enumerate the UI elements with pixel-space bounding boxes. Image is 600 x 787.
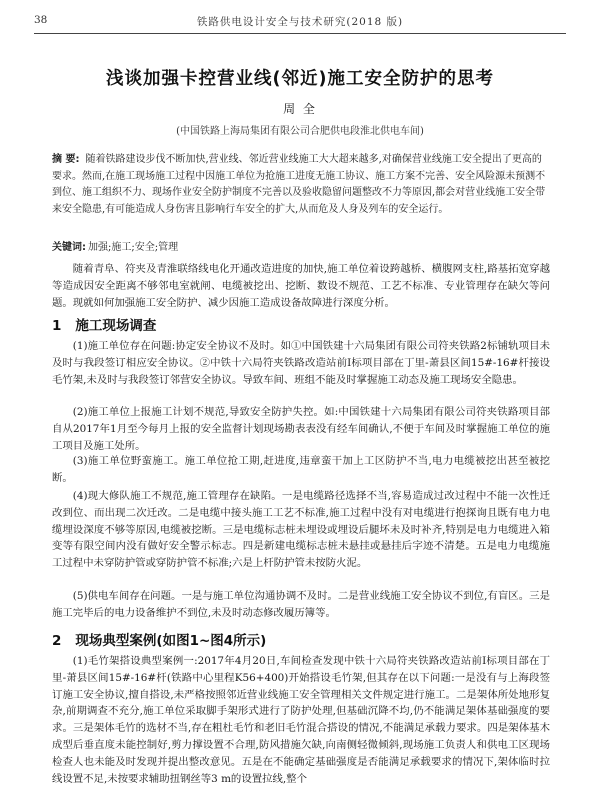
- abstract: [52, 152, 550, 218]
- page-number: 38: [34, 14, 48, 26]
- abstract-label: 摘 要:: [52, 154, 80, 165]
- author: 周 全: [283, 102, 317, 116]
- section-1-paragraph-2: (2)施工单位上报施工计划不规范,导致安全防护失控。如:中国铁建十六局集团有限公司符夹铁路项目部自从2017年1月至今每月上报的安全监督计划现场勘表表没有经车间确认,不便于车间及时掌握施工单位的施工项目及施工处所。: [52, 406, 550, 452]
- running-header: [34, 14, 566, 30]
- section-1-paragraph-3: (3)施工单位野蛮施工。施工单位抢工期,赶进度,违章蛮干加上工区防护不当,电力电缆被挖出甚至被挖断。: [52, 455, 550, 484]
- section-1-paragraph-5: (5)供电车间存在问题。一是与施工单位沟通协调不及时。二是营业线施工安全协议不到位,有盲区。三是施工完毕后的电力设备维护不到位,未及时动态修改履历簿等。: [52, 590, 550, 619]
- section-1-paragraph-4: (4)现大修队施工不规范,施工管理存在缺陷。一是电缆路径选择不当,容易造成过改过程中不能一次性迁改到位、而出现二次迁改。二是电缆中接头施工工艺不标准,施工过程中没有对电缆进行抱探询且既有电力电缆埋设深度不够等原因,电缆被挖断。三是电缆标志桩未埋设或埋设后腿坏未及时补齐,特别是电力电缆进入箱变等有限空间内没有做好安全警示标志。四是新建电缆标志桩未悬挂或悬挂后字迹不清楚。五是电力电缆施工过程中未穿防护管或穿防护管不标准;六是上杆防护管未按防火泥。: [52, 490, 550, 570]
- abstract-text: 随着铁路建设步伐不断加快,营业线、邻近营业线施工大大超来越多,对确保营业线施工安全提出了更高的要求。然而,在施工现场施工过程中因施工单位为抢施工进度无施工协议、施工方案不完善、安全风险源未预测不到位、施工组织不力、现场作业安全防护制度不完善以及验收隐留问题整改不力等原因,都会对营业线施工安全带来安全隐患,有可能造成人身伤害且影响行车安全的扩大,从而危及人身及列车的安全运行。: [52, 154, 546, 215]
- section-2-number: 2: [52, 633, 62, 649]
- section-1-heading: [52, 314, 156, 334]
- header-rule: [34, 33, 566, 34]
- section-2-title: 现场典型案例(如图1~图4所示): [75, 633, 267, 649]
- section-1-title: 施工现场调查: [75, 318, 157, 334]
- keywords-text: 加强;施工;安全;管理: [88, 242, 179, 253]
- section-1-number: 1: [52, 318, 62, 334]
- section-2-heading: [52, 629, 266, 649]
- section-1-paragraph-1: (1)施工单位存在问题:协定安全协议不及时。如①中国铁建十六局集团有限公司符夹铁路2标铺轨项目未及时与我段签订相应安全协议。②中铁十六局符夹铁路改造站前Ⅰ标项目部在丁里-萧县区间15#-16#杆接设毛竹架,未及时与我段签订邻营安全协议。导致车间、班组不能及时掌握施工动态及施工现场安全隐患。: [52, 340, 550, 386]
- intro-paragraph: 随着青阜、符夹及青淮联络线电化开通改造进度的加快,施工单位着设跨越桥、横腹网支柱,路基拓宽穿越等造成因安全距离不够邻电室就闸、电缆被挖出、挖断、数设不规范、工艺不标准、专业管理存在缺欠等问题。现就如何加强施工安全防护、减少因施工造成设备故障进行深度分析。: [52, 263, 550, 309]
- article-title: 浅谈加强卡控营业线(邻近)施工安全防护的思考: [106, 69, 494, 89]
- keywords-label: 关键词:: [52, 242, 86, 253]
- keywords: [52, 238, 550, 253]
- journal-title: 铁路供电设计安全与技术研究(2018 版): [196, 16, 404, 28]
- affiliation: (中国铁路上海局集团有限公司合肥供电段淮北供电车间): [176, 126, 424, 137]
- section-2-paragraph-1: (1)毛竹架搭设典型案例一:2017年4月20日,车间检查发现中铁十六局符夹铁路改造站前Ⅰ标项目部在丁里-萧县区间15#-16#杆(铁路中心里程K56+400)开始搭设毛竹架,但其存在以下问题:一是没有与上海段签订施工安全协议,擅自搭设,未严格按照邻近营业线施工安全管理相关文件规定进行施工。二是架体所处地形复杂,前期调查不充分,施工单位采取脚手架形式进行了防护处理,但基础沉降不均,仍不能满足架体基础强度的要求。三是架体毛竹的选材不当,存在粗杜毛竹和老旧毛竹混合搭设的情况,不能满足承载力要求。四是架体基木成型后垂直度未能控制好,剪力撑设置不合理,防风措施欠缺,向南侧轻微倾斜,现场施工负责人和供电工区现场检查人也未能及时发现并提出整改意见。五是在不能确定基础强度是否能满足承载要求的情况下,架体临时拉线设置不足,未按要求辅助扭钢丝等3 m的设置拉线,整个: [52, 655, 550, 785]
